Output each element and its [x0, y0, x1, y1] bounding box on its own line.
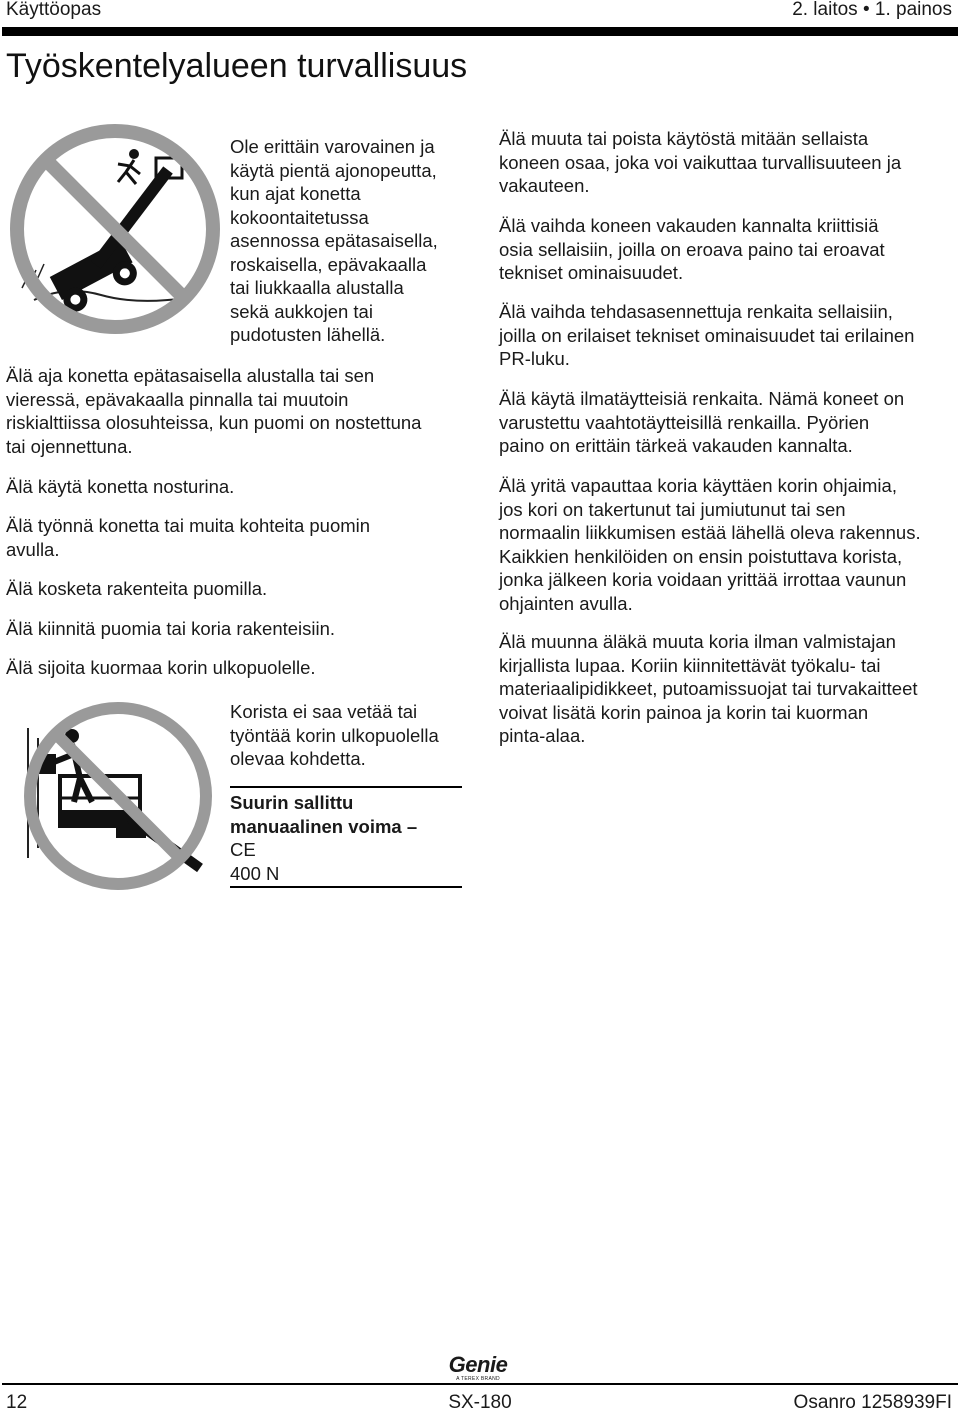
text-line: riskialttiissa olosuhteissa, kun puomi on nostettuna	[6, 412, 422, 433]
caption-line: työntää korin ulkopuolella	[230, 724, 439, 746]
caption-line: Korista ei saa vetää tai	[230, 701, 418, 722]
part-number: Osanro 1258939FI	[793, 1392, 952, 1413]
text-line: avulla.	[6, 538, 60, 560]
text-line: Kaikkien henkilöiden on ensin poistuttava korista,	[499, 545, 903, 567]
text-line: PR-luku.	[499, 348, 570, 369]
text-line: Älä käytä konetta nosturina.	[6, 476, 235, 497]
text-line: tai ojennettuna.	[6, 435, 133, 457]
spec-value: 400 N	[230, 862, 280, 884]
text-line: Älä vaihda koneen vakauden kannalta kriittisiä	[499, 215, 879, 236]
text-line: materiaalipidikkeet, putoamissuojat tai turvakaitteet	[499, 678, 918, 699]
text-line: normaalin liikkumisen estää lähellä oleva rakennus.	[499, 522, 921, 543]
right-paragraph-4	[499, 387, 904, 458]
caption-line: roskaisella, epävakaalla	[230, 253, 427, 275]
text-line: ohjainten avulla.	[499, 592, 633, 614]
genie-logo-subtext: A TEREX BRAND	[456, 1376, 500, 1382]
spec-bottom-rule	[230, 886, 462, 888]
text-line: Älä vaihda tehdasasennettuja renkaita sellaisiin,	[499, 301, 893, 322]
spec-heading-line1: Suurin sallittu	[230, 792, 354, 813]
text-line: Älä muuta tai poista käytöstä mitään sellaista	[499, 128, 869, 149]
caption-line: asennossa epätasaisella,	[230, 230, 438, 251]
text-line: joilla on erilaiset tekniset ominaisuudet tai erilainen	[499, 324, 915, 346]
prohibition-pushing-object-icon	[20, 698, 216, 894]
caption-line: Ole erittäin varovainen ja	[230, 136, 435, 157]
text-line: vieressä, epävakaalla pinnalla tai muutoin	[6, 388, 349, 410]
text-line: jos kori on takertunut tai jumiutunut tai sen	[499, 498, 846, 520]
left-paragraph-6	[6, 656, 316, 680]
text-line: Älä kosketa rakenteita puomilla.	[6, 578, 268, 599]
right-paragraph-1	[499, 127, 901, 198]
spec-top-rule	[230, 786, 462, 788]
header-edition: 2. laitos • 1. painos	[792, 0, 952, 20]
caption-line: tai liukkaalla alustalla	[230, 277, 404, 298]
caption-line: kokoontaitetussa	[230, 206, 369, 228]
left-paragraph-4	[6, 577, 267, 601]
caption-line: pudotusten lähellä.	[230, 324, 386, 345]
illustration1-caption	[230, 135, 438, 347]
caption-line: käytä pientä ajonopeutta,	[230, 159, 437, 181]
caption-line: kun ajat konetta	[230, 183, 361, 204]
text-line: Älä yritä vapauttaa koria käyttäen korin ohjaimia,	[499, 475, 897, 496]
text-line: kirjallista lupaa. Koriin kiinnitettävät työkalu- tai	[499, 654, 881, 676]
prohibition-tipping-machine-icon	[6, 120, 224, 338]
text-line: jonka jälkeen koria voidaan yrittää irrottaa vaunun	[499, 569, 907, 590]
caption-line: olevaa kohdetta.	[230, 748, 366, 769]
right-paragraph-5	[499, 474, 921, 615]
spec-heading-line2: manuaalinen voima –	[230, 815, 418, 837]
right-paragraph-2	[499, 214, 885, 285]
text-line: Älä sijoita kuormaa korin ulkopuolelle.	[6, 657, 316, 678]
header-doc-title: Käyttöopas	[6, 0, 102, 20]
text-line: paino on erittäin tärkeä vakauden kannalta.	[499, 435, 853, 456]
text-line: voivat lisätä korin painoa ja korin tai kuorman	[499, 701, 869, 723]
left-paragraph-5	[6, 617, 335, 641]
left-paragraph-3	[6, 514, 370, 561]
left-paragraph-1	[6, 364, 421, 458]
page-number: 12	[6, 1392, 28, 1413]
model-name: SX-180	[448, 1392, 512, 1413]
footer-rule	[2, 1383, 958, 1385]
text-line: vakauteen.	[499, 175, 590, 196]
illustration2-caption	[230, 700, 439, 771]
text-line: koneen osaa, joka voi vaikuttaa turvallisuuteen ja	[499, 151, 902, 173]
text-line: Älä työnnä konetta tai muita kohteita puomin	[6, 515, 371, 536]
genie-logo	[440, 1354, 516, 1382]
manual-force-spec	[230, 791, 417, 885]
text-line: Älä aja konetta epätasaisella alustalla tai sen	[6, 365, 375, 386]
page-title: Työskentelyalueen turvallisuus	[6, 47, 468, 85]
right-paragraph-3	[499, 300, 914, 371]
text-line: Älä muunna äläkä muuta koria ilman valmistajan	[499, 631, 896, 652]
left-paragraph-2	[6, 475, 234, 499]
genie-logo-text: Genie	[448, 1352, 508, 1377]
right-paragraph-6	[499, 630, 918, 748]
caption-line: sekä aukkojen tai	[230, 300, 373, 322]
text-line: tekniset ominaisuudet.	[499, 262, 684, 283]
text-line: Älä kiinnitä puomia tai koria rakenteisiin.	[6, 618, 336, 639]
text-line: pinta-alaa.	[499, 725, 586, 746]
header-rule	[2, 27, 958, 36]
text-line: Älä käytä ilmatäytteisiä renkaita. Nämä koneet on	[499, 388, 905, 409]
text-line: varustettu vaahtotäytteisillä renkailla. Pyörien	[499, 411, 870, 433]
spec-standard: CE	[230, 839, 256, 860]
text-line: osia sellaisiin, joilla on eroava paino tai eroavat	[499, 238, 885, 260]
